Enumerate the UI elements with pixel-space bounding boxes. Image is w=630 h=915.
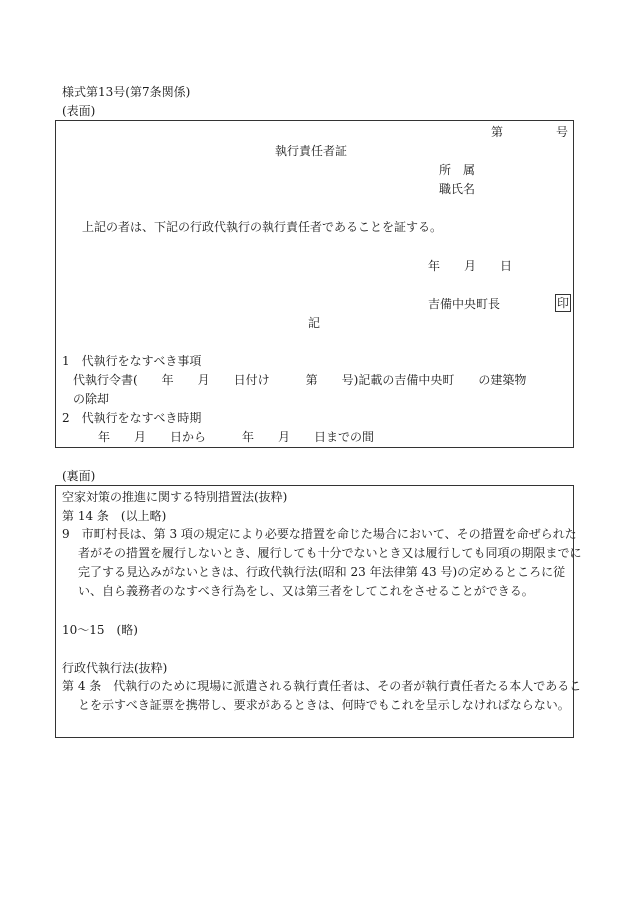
front-side-label: (表面) [62,104,96,118]
form-number: 様式第13号(第7条関係) [62,85,191,99]
certification-statement: 上記の者は、下記の行政代執行の執行責任者であることを証する。 [82,220,443,234]
certificate-number-prefix: 第 [491,125,504,139]
item1-heading: 1 代執行をなすべき事項 [62,354,202,368]
law1-paragraph-9: 9 市町村長は、第 3 項の規定により必要な措置を命じた場合において、その措置を命ぜられた者がその措置を履行しないとき、履行しても十分でないとき又は履行しても同項の期限までに完了する見込みがないときは、行政代執行法(昭和 23 年法律第 43 号)の定めるところに従い、自ら義務者のなすべき行為をし、又は第三者をしてこれをさせることができる。 [62,527,582,598]
item2-period-line: 年 月 日から 年 月 日までの間 [98,430,375,444]
item1-text-line2: の除却 [73,392,110,406]
law1-article-14: 第 14 条 (以上略) [62,509,167,523]
certificate-number-suffix: 号 [556,125,569,139]
front-certificate-box [55,120,574,448]
law1-title: 空家対策の推進に関する特別措置法(抜粋) [62,490,288,504]
issue-date-line: 年 月 日 [428,259,513,273]
back-side-label: (裏面) [62,469,96,483]
seal-mark: 印 [557,296,570,310]
item2-heading: 2 代執行をなすべき時期 [62,411,202,425]
law2-article-4: 第 4 条 代執行のために現場に派遣される執行責任者は、その者が執行責任者たる本人であることを示すべき証票を携帯し、要求があるときは、何時でもこれを呈示しなければならない。 [62,679,582,712]
law1-omitted-paragraphs: 10～15 (略) [62,623,138,637]
item1-text-line1: 代執行令書( 年 月 日付け 第 号)記載の吉備中央町 の建築物 [73,373,527,387]
certificate-title: 執行責任者証 [275,144,348,158]
name-title-label: 職氏名 [439,182,476,196]
ki-heading: 記 [308,316,321,330]
law2-title: 行政代執行法(抜粋) [62,661,168,675]
issuer-name: 吉備中央町長 [428,297,501,311]
affiliation-label: 所 属 [439,163,476,177]
